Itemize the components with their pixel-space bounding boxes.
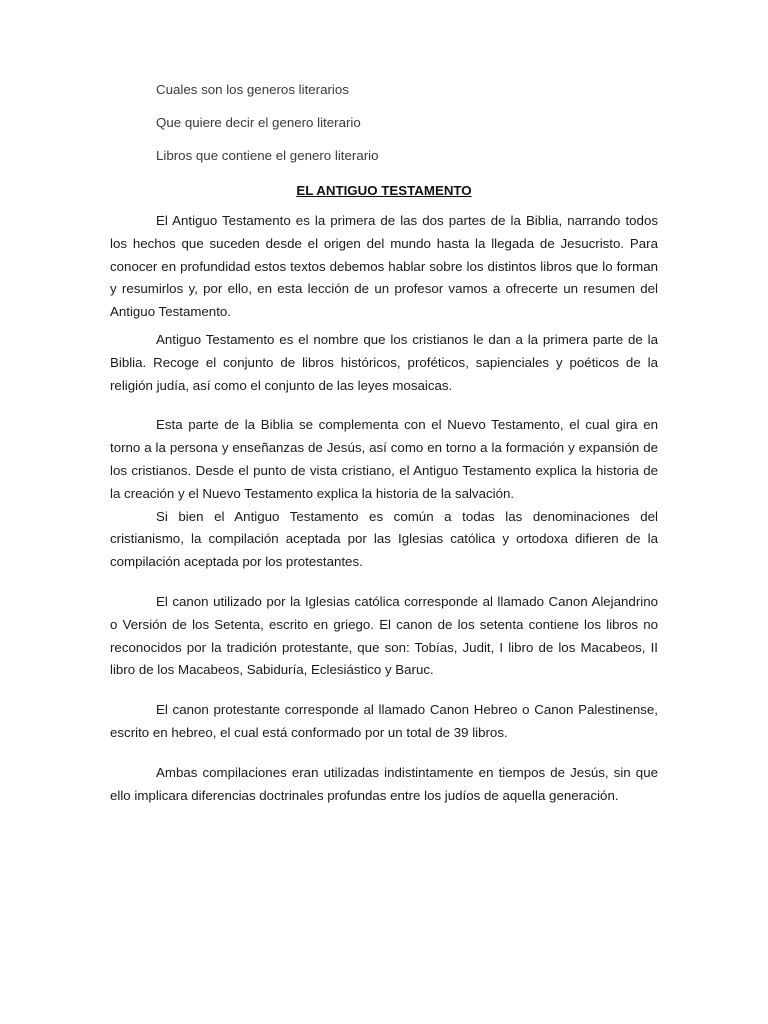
question-list xyxy=(110,82,658,164)
paragraph-intro: El Antiguo Testamento es la primera de las dos partes de la Biblia, narrando todos los hechos que suceden desde el origen del mundo hasta la llegada de Jesucristo. Para conocer en profundidad estos textos debemos hablar sobre los distintos libros que lo forman y resumirlos y, por ello, en esta lección de un profesor vamos a ofrecerte un resumen del Antiguo Testamento. xyxy=(110,213,658,320)
document-page xyxy=(110,82,658,807)
paragraph-denominations: Si bien el Antiguo Testamento es común a todas las denominaciones del cristianismo, la compilación aceptada por las Iglesias católica y ortodoxa difieren de la compilación aceptada por los protestantes. xyxy=(110,508,658,570)
paragraph-protestant-canon: El canon protestante corresponde al llamado Canon Hebreo o Canon Palestinense, escrito en hebreo, el cual está conformado por un total de 39 libros. xyxy=(110,702,658,740)
paragraph-definition: Antiguo Testamento es el nombre que los cristianos le dan a la primera parte de la Biblia. Recoge el conjunto de libros históricos, proféticos, sapienciales y poéticos de la religión judía, así como el conjunto de las leyes mosaicas. xyxy=(110,331,658,393)
question-item: Libros que contiene el genero literario xyxy=(156,148,379,163)
document-title: EL ANTIGUO TESTAMENTO xyxy=(296,183,472,198)
paragraph-compilations: Ambas compilaciones eran utilizadas indistintamente en tiempos de Jesús, sin que ello implicara diferencias doctrinales profundas entre los judíos de aquella generación. xyxy=(110,764,658,803)
paragraph-new-testament: Esta parte de la Biblia se complementa con el Nuevo Testamento, el cual gira en torno a la persona y enseñanzas de Jesús, así como en torno a la formación y expansión de los cristianos. Desde el punto de vista cristiano, el Antiguo Testamento explica la historia de la creación y el Nuevo Testamento explica la historia de la salvación. xyxy=(110,417,658,501)
question-item: Cuales son los generos literarios xyxy=(156,82,349,97)
paragraph-catholic-canon: El canon utilizado por la Iglesias católica corresponde al llamado Canon Alejandrino o Versión de los Setenta, escrito en griego. El canon de los setenta contiene los libros no reconocidos por la tradición protestante, que son: Tobías, Judit, I libro de los Macabeos, II libro de los Macabeos, Sabiduría, Eclesiástico y Baruc. xyxy=(110,593,658,678)
question-item: Que quiere decir el genero literario xyxy=(156,115,361,130)
